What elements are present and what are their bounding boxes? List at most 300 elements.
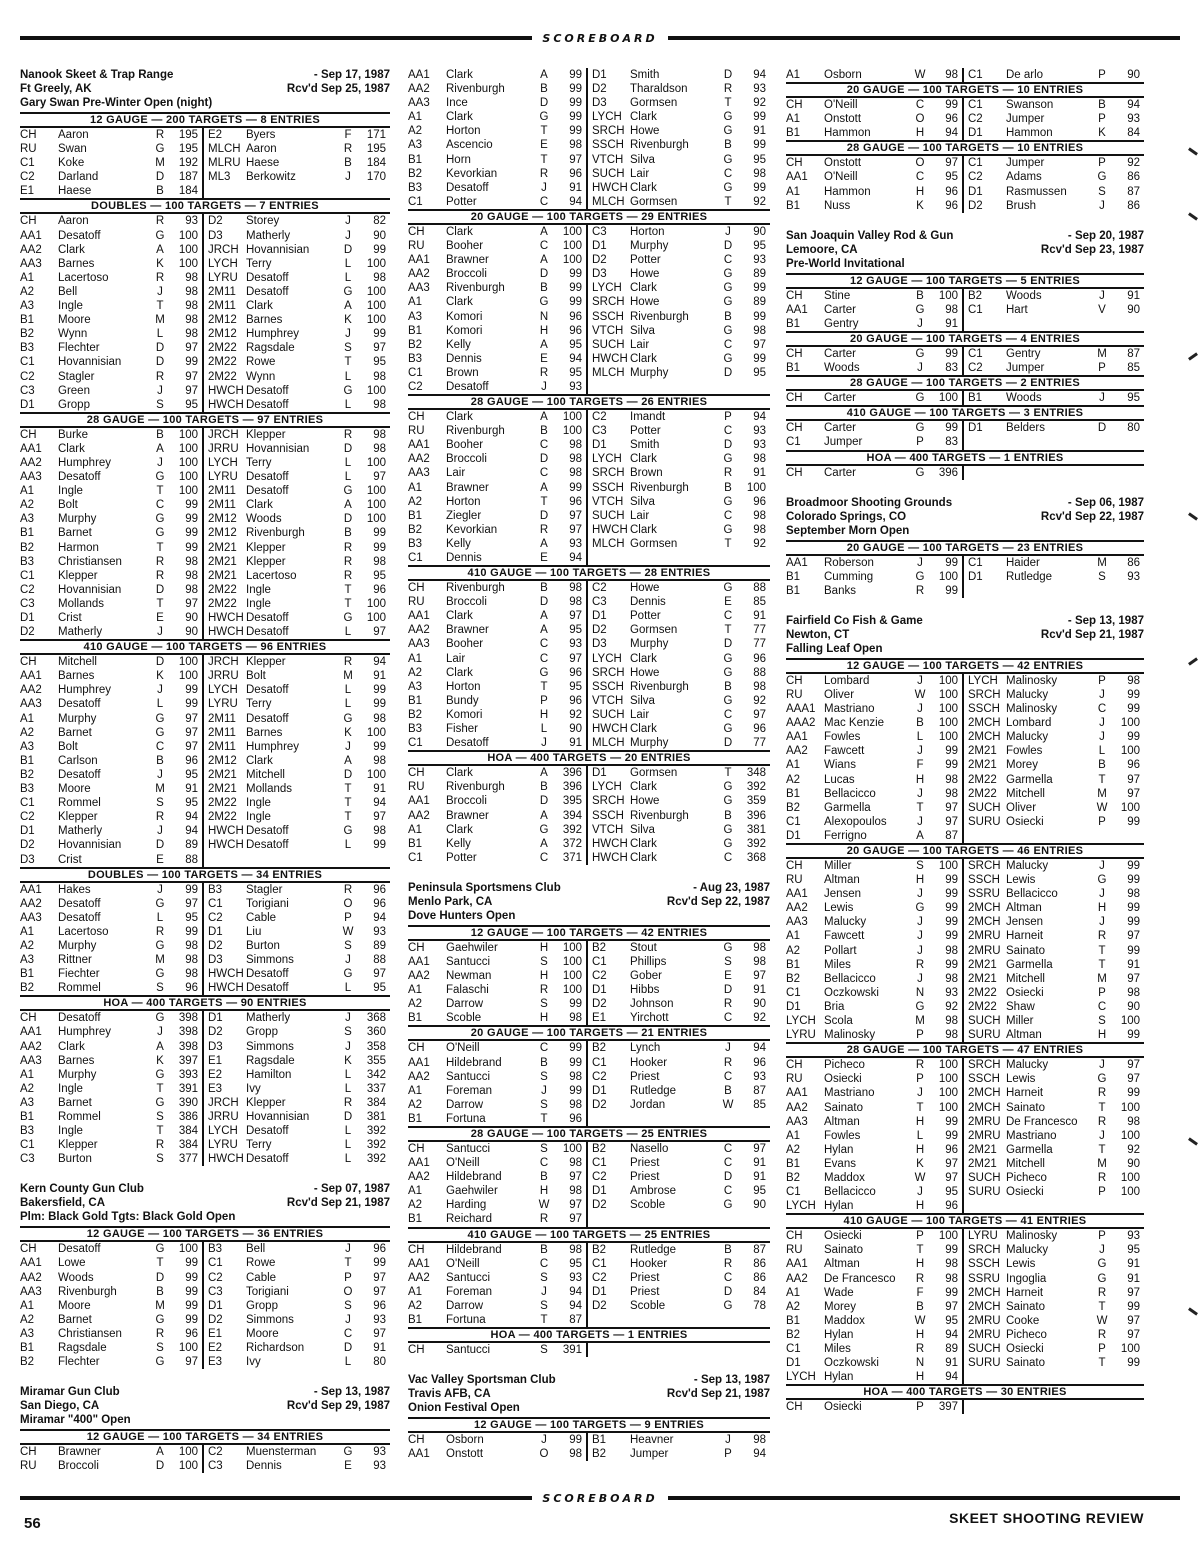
score-row <box>408 794 586 808</box>
score: 100 <box>1120 1015 1140 1028</box>
score: 100 <box>938 731 958 744</box>
score: 192 <box>178 157 198 170</box>
shooter-initial: S <box>344 939 352 952</box>
shooter-initial: J <box>345 215 351 228</box>
score: 85 <box>753 1098 766 1111</box>
score: 97 <box>753 1143 766 1155</box>
class-code: C1 <box>968 99 983 112</box>
score: 184 <box>366 157 386 170</box>
shooter-name: Clark <box>446 610 473 623</box>
score: 96 <box>945 113 958 126</box>
shooter-initial: D <box>155 342 165 355</box>
results-right <box>202 1445 390 1473</box>
score: 371 <box>562 851 582 864</box>
score-row <box>408 96 586 110</box>
shooter-initial: R <box>343 428 353 441</box>
score-row <box>786 1129 962 1143</box>
event-header: 410 GAUGE — 100 TARGETS — 25 ENTRIES <box>408 1227 770 1243</box>
club-line <box>20 82 390 96</box>
class-code: HWCH <box>208 1153 244 1166</box>
shooter-name: Potter <box>446 195 477 208</box>
shooter-name: Moore <box>58 783 91 796</box>
spacer <box>20 1369 390 1385</box>
shooter-initial: J <box>917 1186 923 1199</box>
score: 92 <box>753 195 766 208</box>
score-row <box>20 697 202 711</box>
score-row <box>20 726 202 740</box>
class-code: D2 <box>592 624 607 637</box>
score-row <box>592 295 770 309</box>
shooter-name: Klepper <box>58 569 98 582</box>
shooter-initial: C <box>723 1070 733 1083</box>
shooter-name: Smith <box>630 69 660 81</box>
shooter-name: Woods <box>246 513 282 526</box>
score: 88 <box>753 582 766 595</box>
class-code: AA1 <box>20 229 42 242</box>
score: 86 <box>753 1271 766 1284</box>
shooter-initial: R <box>155 569 165 582</box>
shooter-name: Woods <box>1006 289 1042 302</box>
score: 99 <box>945 1129 958 1142</box>
shooter-initial: S <box>156 1153 164 1166</box>
shooter-name: Hammon <box>824 127 871 140</box>
shooter-initial: H <box>539 970 549 983</box>
shooter-initial: T <box>156 1082 164 1095</box>
class-code: JRCH <box>208 656 239 669</box>
shooter-name: Ingle <box>58 1082 83 1095</box>
masthead-bottom: SCOREBOARD <box>542 1491 658 1505</box>
shooter-initial: E <box>156 853 164 866</box>
results-table <box>20 1445 390 1473</box>
shooter-initial: L <box>344 1068 352 1081</box>
score: 98 <box>753 523 766 536</box>
score: 95 <box>373 569 386 582</box>
score-row <box>968 1300 1144 1314</box>
score: 99 <box>945 556 958 569</box>
shooter-initial: C <box>539 195 549 208</box>
class-code: D3 <box>208 954 223 967</box>
shooter-initial: K <box>156 1054 164 1067</box>
score: 98 <box>753 324 766 337</box>
shooter-name: Desatoff <box>58 1012 101 1025</box>
event-header: 12 GAUGE — 100 TARGETS — 36 ENTRIES <box>20 1226 390 1242</box>
class-code: C1 <box>786 815 801 828</box>
shooter-initial: C <box>539 240 549 253</box>
shooter-initial: E <box>540 352 548 365</box>
score-row <box>968 170 1144 184</box>
class-code: C1 <box>408 737 423 750</box>
class-code: A1 <box>408 823 423 836</box>
class-code: CH <box>786 348 803 361</box>
class-code: MLCH <box>592 366 625 379</box>
score: 98 <box>185 939 198 952</box>
shooter-initial: T <box>156 1257 164 1270</box>
shooter-initial: S <box>540 1271 548 1284</box>
score: 94 <box>569 552 582 564</box>
shooter-initial: G <box>915 1000 925 1013</box>
class-code: B1 <box>786 127 801 140</box>
score-row <box>592 366 770 380</box>
shooter-name: Darrow <box>446 1299 484 1312</box>
shooter-initial: G <box>915 348 925 361</box>
score: 99 <box>945 745 958 758</box>
score: 98 <box>945 972 958 985</box>
class-code: 2M22 <box>208 370 237 383</box>
class-code: A3 <box>20 513 35 526</box>
results-right <box>962 347 1144 375</box>
score: 100 <box>366 597 386 610</box>
shooter-name: Santucci <box>446 1070 491 1083</box>
shooter-initial: D <box>723 366 733 379</box>
score-row <box>592 1299 770 1313</box>
score: 95 <box>1127 1244 1140 1257</box>
score: 99 <box>185 1257 198 1270</box>
edge-mark <box>1188 352 1198 360</box>
shooter-name: Harneit <box>1006 1087 1044 1100</box>
class-code: B3 <box>20 783 35 796</box>
shooter-name: Lair <box>630 509 650 522</box>
shooter-initial: G <box>915 422 925 435</box>
score-row <box>20 355 202 369</box>
score-row <box>408 68 586 82</box>
shooter-initial: J <box>917 674 923 687</box>
shooter-initial: R <box>915 1059 925 1072</box>
score: 93 <box>753 254 766 267</box>
shooter-name: Storey <box>246 215 280 228</box>
class-code: SUCH <box>968 1343 1001 1355</box>
shooter-initial: S <box>156 982 164 995</box>
club-info: Newton, CT <box>786 628 850 641</box>
shooter-initial: B <box>540 425 548 438</box>
class-code: JRRU <box>208 1111 239 1123</box>
shooter-name: Priest <box>630 1271 660 1284</box>
class-code: C2 <box>592 1070 607 1083</box>
score: 99 <box>373 839 386 852</box>
class-code: HWCH <box>208 612 244 624</box>
class-code: B1 <box>786 958 801 971</box>
shooter-initial: H <box>915 1115 925 1128</box>
class-code: LYCH <box>592 781 622 794</box>
score: 99 <box>1127 902 1140 915</box>
score: 89 <box>753 268 766 281</box>
shooter-name: Osiecki <box>1006 815 1044 828</box>
shooter-initial: J <box>157 384 163 397</box>
score-row <box>408 851 586 865</box>
shooter-initial: D <box>723 1171 733 1184</box>
shooter-name: Darrow <box>446 1098 484 1111</box>
shooter-initial: G <box>155 712 165 725</box>
class-code: LYCH <box>786 1015 816 1028</box>
class-code: RU <box>408 596 425 609</box>
club-date: Rcv'd Sep 22, 1987 <box>1040 510 1144 523</box>
shooter-initial: J <box>917 972 923 985</box>
shooter-initial: D <box>539 795 549 808</box>
shooter-name: Gormsen <box>630 97 678 110</box>
score-row <box>20 967 202 981</box>
shooter-name: Banks <box>824 584 856 597</box>
club-line <box>20 1196 390 1210</box>
class-code: RU <box>408 240 425 253</box>
score: 97 <box>185 740 198 753</box>
score-row <box>20 1459 202 1473</box>
score: 99 <box>945 99 958 112</box>
score-row <box>20 484 202 498</box>
results-table <box>786 289 1144 331</box>
class-code: A2 <box>408 666 423 679</box>
results-right <box>202 655 390 866</box>
results-right <box>586 1041 770 1126</box>
shooter-name: Rivenburgh <box>630 481 689 494</box>
shooter-name: Gormsen <box>630 767 678 780</box>
score-row <box>408 438 586 452</box>
score: 95 <box>373 982 386 995</box>
shooter-initial: P <box>916 1029 924 1042</box>
shooter-initial: G <box>915 303 925 316</box>
class-code: B2 <box>20 541 35 554</box>
score: 100 <box>178 456 198 469</box>
shooter-name: Silva <box>630 324 655 337</box>
score: 99 <box>945 874 958 887</box>
score: 99 <box>569 69 582 81</box>
class-code: A1 <box>786 113 801 126</box>
score-row <box>408 352 586 366</box>
class-code: D3 <box>208 1040 223 1053</box>
score-row <box>20 184 202 198</box>
class-code: AA2 <box>20 456 42 469</box>
shooter-initial: L <box>156 328 164 341</box>
class-code: HWCH <box>208 626 244 639</box>
score: 90 <box>753 998 766 1011</box>
score-row <box>592 1084 770 1098</box>
score-row <box>208 1256 390 1270</box>
shooter-initial: G <box>723 324 733 337</box>
score-row <box>408 424 586 438</box>
class-code: C2 <box>408 380 423 393</box>
class-code: LYRU <box>208 698 238 711</box>
class-code: SUCH <box>968 1015 1001 1028</box>
club-date: Rcv'd Sep 25, 1987 <box>286 83 390 95</box>
shooter-name: Crist <box>58 853 82 866</box>
shooter-initial: S <box>344 342 352 355</box>
class-code: A2 <box>408 998 423 1011</box>
score: 96 <box>569 1112 582 1125</box>
class-code: SUCH <box>968 801 1001 814</box>
club-date: - Sep 13, 1987 <box>1067 614 1144 627</box>
score: 99 <box>1127 916 1140 929</box>
edge-mark <box>1188 147 1198 155</box>
class-code: 2M21 <box>208 768 237 781</box>
score-row <box>592 595 770 609</box>
shooter-initial: M <box>1097 1157 1107 1170</box>
shooter-initial: F <box>344 129 352 141</box>
class-code: AA1 <box>408 955 430 968</box>
score-row <box>208 697 390 711</box>
shooter-name: Terry <box>246 1139 272 1152</box>
score-row <box>208 526 390 540</box>
results-right <box>962 421 1144 449</box>
shooter-initial: C <box>539 652 549 665</box>
score: 88 <box>753 666 766 679</box>
class-code: E1 <box>592 1012 607 1025</box>
score-row <box>592 722 770 736</box>
class-code: C2 <box>968 113 983 126</box>
shooter-initial: D <box>343 513 353 526</box>
shooter-initial: B <box>156 185 164 198</box>
class-code: SRCH <box>968 688 1001 701</box>
results-left <box>20 128 202 198</box>
event-header: 28 GAUGE — 100 TARGETS — 2 ENTRIES <box>786 375 1144 391</box>
shooter-name: Osborn <box>824 69 862 81</box>
shooter-name: Terry <box>246 257 272 270</box>
club-line <box>20 1210 390 1224</box>
shooter-name: Humphrey <box>246 328 300 341</box>
shooter-name: Silva <box>630 823 655 836</box>
shooter-initial: T <box>1098 773 1106 786</box>
shooter-name: Lewis <box>1006 1258 1036 1271</box>
shooter-name: Cumming <box>824 570 874 583</box>
class-code: CH <box>786 1230 803 1243</box>
score-row <box>968 815 1144 829</box>
class-code: A2 <box>786 1300 801 1313</box>
score-row <box>592 955 770 969</box>
score-row <box>592 225 770 239</box>
class-code: AA3 <box>408 282 430 295</box>
class-code: C2 <box>592 970 607 983</box>
club-header <box>20 1385 390 1427</box>
shooter-initial: D <box>539 268 549 281</box>
score: 100 <box>1120 745 1140 758</box>
class-code: AA2 <box>408 1171 430 1184</box>
event-header: 12 GAUGE — 100 TARGETS — 5 ENTRIES <box>786 273 1144 289</box>
score: 98 <box>1127 986 1140 999</box>
score-row <box>20 299 202 313</box>
score-row <box>968 1185 1144 1199</box>
score: 99 <box>569 1042 582 1055</box>
shooter-initial: J <box>917 745 923 758</box>
score: 97 <box>1127 1328 1140 1341</box>
shooter-name: Johnson <box>630 998 674 1011</box>
score: 97 <box>753 338 766 351</box>
shooter-name: Bolt <box>58 740 78 753</box>
score: 99 <box>373 243 386 256</box>
class-code: C1 <box>786 436 801 449</box>
score-row <box>408 1433 586 1447</box>
class-code: B2 <box>20 982 35 995</box>
shooter-initial: G <box>343 612 353 624</box>
shooter-initial: J <box>1099 860 1105 872</box>
class-code: 2MCH <box>968 1300 1001 1313</box>
score-row <box>968 873 1144 887</box>
event-header: HOA — 400 TARGETS — 1 ENTRIES <box>786 450 1144 466</box>
score-row <box>408 1011 586 1025</box>
score-row <box>592 794 770 808</box>
shooter-name: Mitchell <box>1006 787 1045 800</box>
class-code: CH <box>786 1401 803 1414</box>
score: 100 <box>938 860 958 872</box>
score: 99 <box>1127 1357 1140 1370</box>
class-code: 2MCH <box>968 731 1001 744</box>
score: 97 <box>945 1157 958 1170</box>
class-code: C3 <box>592 225 607 238</box>
shooter-name: Rivenburgh <box>446 582 505 595</box>
shooter-initial: D <box>155 583 165 596</box>
shooter-name: Klepper <box>246 656 286 669</box>
score-row <box>408 766 586 780</box>
shooter-initial: D <box>539 97 549 110</box>
score: 94 <box>753 411 766 424</box>
score: 396 <box>562 767 582 780</box>
class-code: A1 <box>20 925 35 938</box>
score: 100 <box>178 670 198 683</box>
shooter-initial: A <box>344 300 352 313</box>
score: 377 <box>178 1153 198 1166</box>
shooter-initial: B <box>540 1171 548 1184</box>
score-row <box>592 338 770 352</box>
shooter-name: Horton <box>446 680 481 693</box>
score: 91 <box>1127 1258 1140 1271</box>
class-code: C1 <box>592 1056 607 1069</box>
class-code: SRCH <box>968 860 1001 872</box>
class-code: C1 <box>786 1343 801 1355</box>
score-row <box>408 809 586 823</box>
score: 99 <box>569 125 582 138</box>
shooter-name: Stine <box>824 289 851 302</box>
shooter-initial: G <box>723 111 733 124</box>
score-row <box>408 1313 586 1327</box>
score: 100 <box>938 674 958 687</box>
score: 99 <box>185 541 198 554</box>
score-row <box>786 758 962 772</box>
shooter-initial: D <box>155 1460 165 1473</box>
shooter-name: Rivenburgh <box>446 83 505 96</box>
score-row <box>208 1285 390 1299</box>
shooter-initial: J <box>917 1087 923 1100</box>
class-code: 2M22 <box>968 1000 997 1013</box>
column-3 <box>786 68 1144 1414</box>
shooter-initial: L <box>1098 745 1106 758</box>
class-code: A2 <box>408 1098 423 1111</box>
shooter-initial: S <box>1098 1015 1106 1028</box>
score: 80 <box>373 1356 386 1369</box>
shooter-initial: K <box>344 1054 352 1067</box>
score: 397 <box>178 1054 198 1067</box>
score-row <box>592 537 770 551</box>
class-code: SUCH <box>592 509 625 522</box>
shooter-initial: L <box>156 698 164 711</box>
score: 99 <box>569 97 582 110</box>
class-code: D2 <box>208 215 223 228</box>
class-code: HWCH <box>208 968 244 981</box>
club-info: Peninsula Sportsmens Club <box>408 881 561 894</box>
score: 90 <box>753 1199 766 1212</box>
score-row <box>20 655 202 669</box>
shooter-name: Lacertoso <box>58 271 109 284</box>
shooter-initial: C <box>723 708 733 721</box>
class-code: AA2 <box>408 1070 430 1083</box>
score: 97 <box>373 626 386 639</box>
score: 100 <box>938 1101 958 1114</box>
shooter-initial: A <box>344 754 352 767</box>
score: 97 <box>185 384 198 397</box>
score: 99 <box>185 1313 198 1326</box>
publication-name: SKEET SHOOTING REVIEW <box>949 1510 1144 1526</box>
shooter-initial: H <box>915 874 925 887</box>
event-header: 410 GAUGE — 100 TARGETS — 28 ENTRIES <box>408 565 770 581</box>
class-code: A1 <box>20 712 35 725</box>
score: 99 <box>945 888 958 901</box>
shooter-initial: R <box>723 83 733 96</box>
shooter-initial: J <box>1099 289 1105 302</box>
